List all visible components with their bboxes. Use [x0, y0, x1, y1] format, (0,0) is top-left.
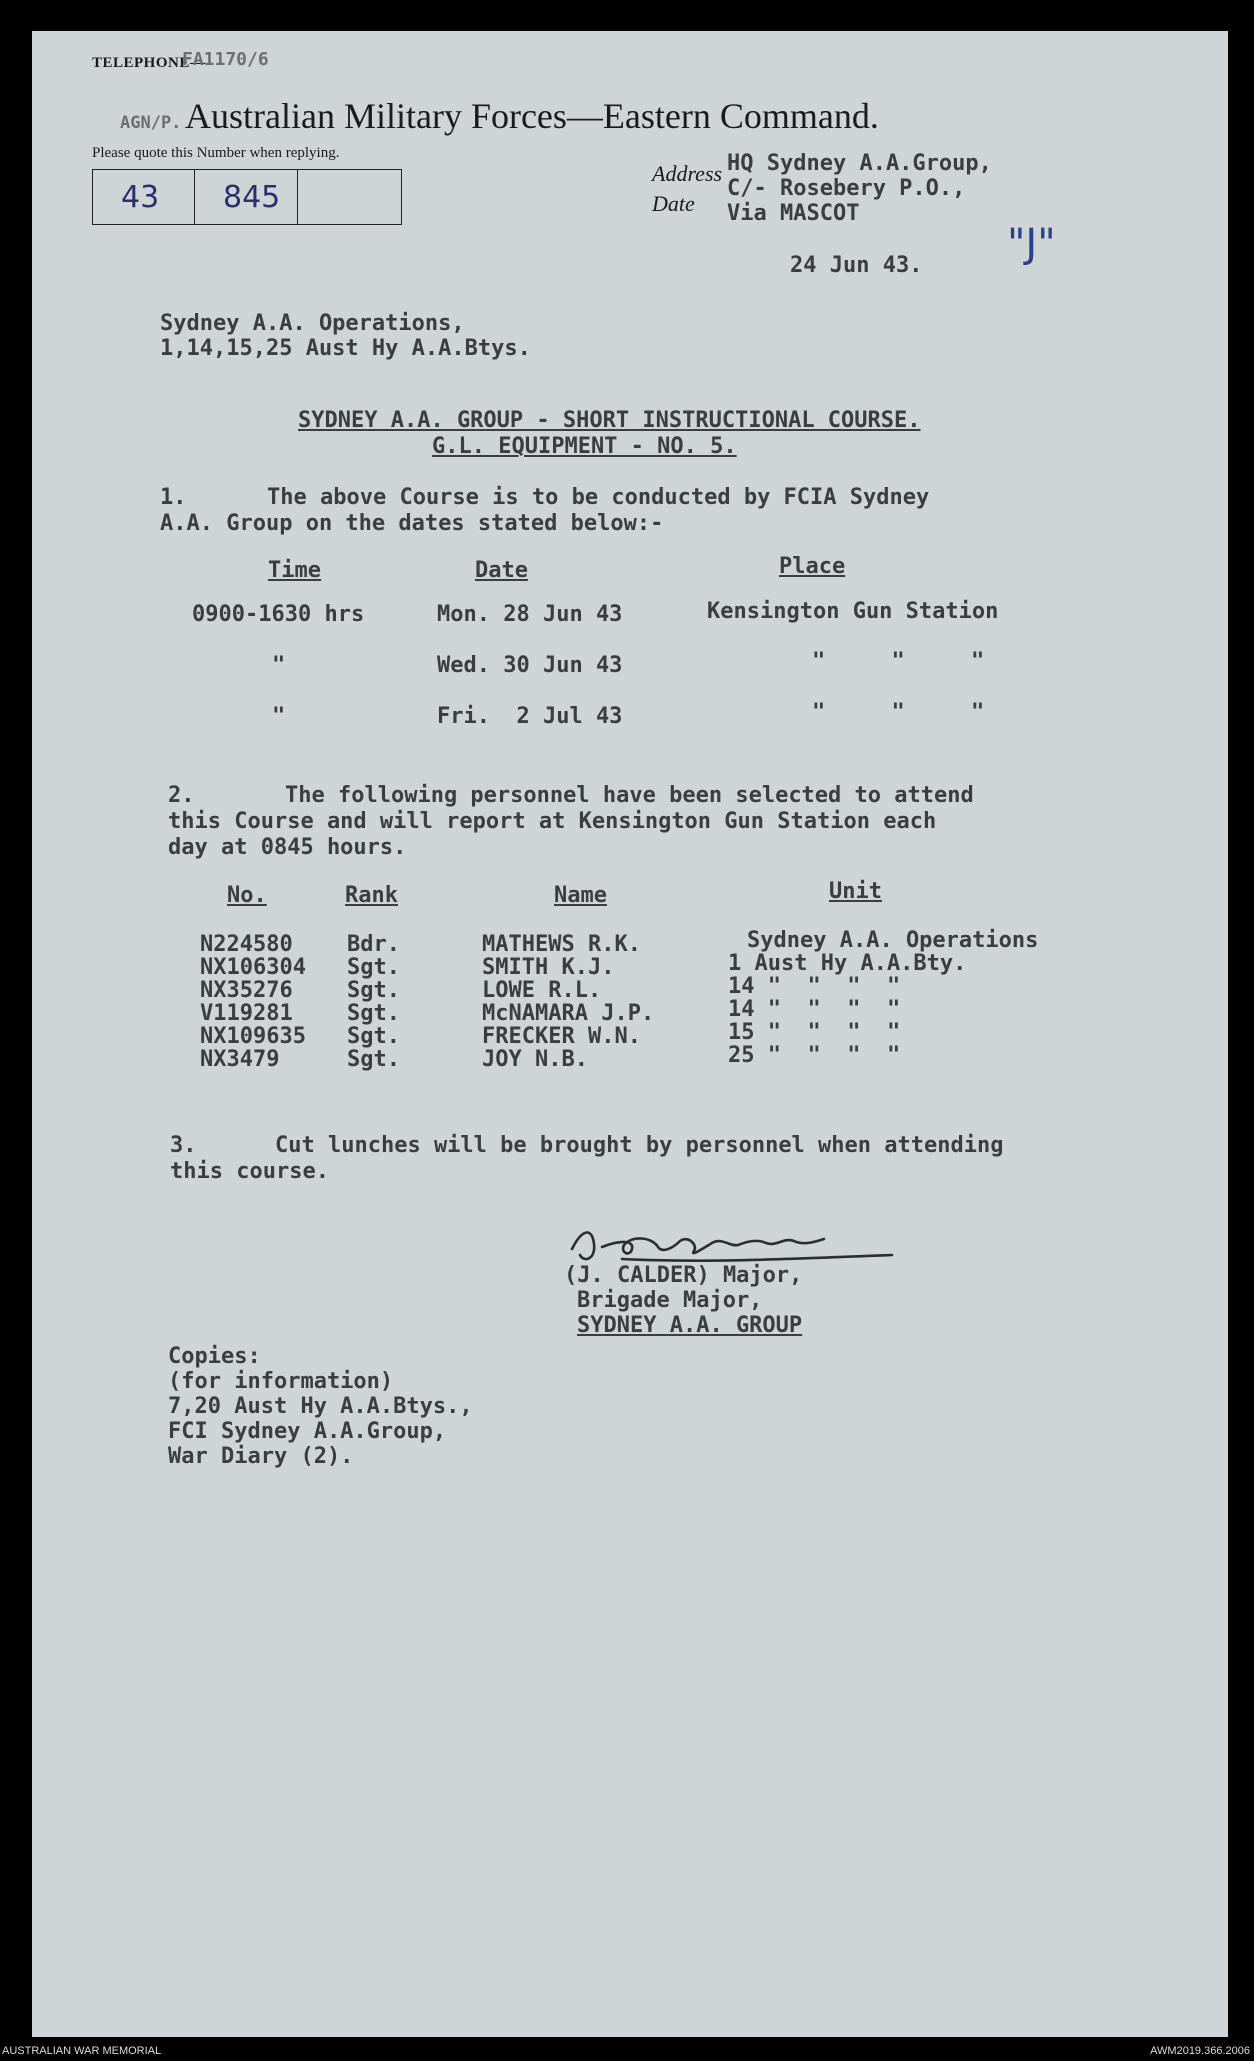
schedule-row-2-date: Wed. 30 Jun 43: [437, 653, 623, 678]
personnel-row-1-no: N224580: [200, 932, 293, 957]
copies-item-2: FCI Sydney A.A.Group,: [168, 1419, 447, 1444]
personnel-row-4-name: McNAMARA J.P.: [482, 1001, 655, 1026]
letterhead-title: Australian Military Forces—Eastern Command.: [185, 96, 879, 136]
archive-footer-left: AUSTRALIAN WAR MEMORIAL: [2, 2045, 162, 2057]
personnel-header-unit: Unit: [829, 879, 882, 904]
schedule-row-2-place: " " ": [812, 649, 985, 674]
signature-line-3: SYDNEY A.A. GROUP: [577, 1313, 803, 1338]
personnel-row-6-no: NX3479: [200, 1047, 280, 1072]
schedule-row-3-place: " " ": [812, 700, 985, 725]
personnel-row-6-name: JOY N.B.: [482, 1047, 588, 1072]
copies-item-1: 7,20 Aust Hy A.A.Btys.,: [168, 1394, 473, 1419]
schedule-row-1-time: 0900-1630 hrs: [192, 602, 365, 627]
telephone-label: TELEPHONE—: [92, 55, 206, 71]
personnel-row-5-name: FRECKER W.N.: [482, 1024, 641, 1049]
para1-number: 1.: [160, 485, 187, 510]
signature-line-1: (J. CALDER) Major,: [564, 1263, 803, 1288]
personnel-row-1-name: MATHEWS R.K.: [482, 932, 641, 957]
schedule-row-3-date: Fri. 2 Jul 43: [437, 704, 623, 729]
personnel-row-3-rank: Sgt.: [347, 978, 400, 1003]
para2-line-3: day at 0845 hours.: [168, 835, 407, 860]
document-date: 24 Jun 43.: [790, 253, 923, 278]
para2-number: 2.: [168, 783, 195, 808]
para3-line-1: Cut lunches will be brought by personnel when attending: [275, 1133, 1004, 1158]
quote-number-label: Please quote this Number when replying.: [92, 145, 340, 161]
para2-line-2: this Course and will report at Kensington Gun Station each: [168, 809, 937, 834]
personnel-row-2-no: NX106304: [200, 955, 306, 980]
address-label: Address: [652, 161, 723, 186]
personnel-row-5-no: NX109635: [200, 1024, 306, 1049]
personnel-row-4-rank: Sgt.: [347, 1001, 400, 1026]
date-label: Date: [652, 191, 695, 216]
archive-footer-right: AWM2019.366.2006: [1150, 2045, 1250, 2057]
schedule-row-2-time: ": [272, 653, 286, 678]
personnel-header-no: No.: [227, 883, 267, 908]
personnel-row-4-unit: 14 " " " ": [728, 997, 901, 1022]
personnel-row-1-rank: Bdr.: [347, 932, 400, 957]
subject-line-2: G.L. EQUIPMENT - NO. 5.: [432, 434, 737, 459]
schedule-header-time: Time: [268, 558, 321, 583]
personnel-row-5-unit: 15 " " " ": [728, 1020, 901, 1045]
para3-number: 3.: [170, 1133, 197, 1158]
schedule-row-3-time: ": [272, 704, 286, 729]
ref-box-2: 845: [223, 180, 281, 215]
personnel-header-name: Name: [554, 883, 607, 908]
schedule-row-1-place: Kensington Gun Station: [707, 599, 999, 624]
copies-item-3: War Diary (2).: [168, 1444, 354, 1469]
schedule-row-1-date: Mon. 28 Jun 43: [437, 602, 623, 627]
schedule-header-date: Date: [475, 558, 528, 583]
schedule-header-place: Place: [779, 554, 846, 579]
address-line-3: Via MASCOT: [727, 201, 860, 226]
personnel-row-3-no: NX35276: [200, 978, 293, 1003]
copies-label: Copies:: [168, 1344, 261, 1369]
personnel-row-3-name: LOWE R.L.: [482, 978, 602, 1003]
para1-line-2: A.A. Group on the dates stated below:-: [160, 511, 664, 536]
personnel-row-3-unit: 14 " " " ": [728, 974, 901, 999]
addressee-line-2: 1,14,15,25 Aust Hy A.A.Btys.: [160, 336, 531, 361]
para2-line-1: The following personnel have been selected to attend: [285, 783, 974, 808]
file-ref-prefix: AGN/P.: [120, 113, 182, 133]
address-line-2: C/- Rosebery P.O.,: [727, 176, 966, 201]
personnel-row-2-rank: Sgt.: [347, 955, 400, 980]
personnel-row-2-unit: 1 Aust Hy A.A.Bty.: [728, 951, 967, 976]
handwritten-mark: "J": [1007, 221, 1056, 267]
copies-note: (for information): [168, 1369, 394, 1394]
personnel-row-1-unit: Sydney A.A. Operations: [747, 928, 1039, 953]
personnel-row-6-unit: 25 " " " ": [728, 1043, 901, 1068]
reference-number-box: [92, 169, 402, 225]
signature-line-2: Brigade Major,: [577, 1288, 763, 1313]
personnel-row-4-no: V119281: [200, 1001, 293, 1026]
personnel-header-rank: Rank: [345, 883, 398, 908]
personnel-row-6-rank: Sgt.: [347, 1047, 400, 1072]
addressee-line-1: Sydney A.A. Operations,: [160, 311, 465, 336]
ref-box-1: 43: [121, 180, 160, 215]
document-page: [32, 31, 1228, 2037]
para3-line-2: this course.: [170, 1159, 329, 1184]
address-line-1: HQ Sydney A.A.Group,: [727, 151, 992, 176]
telephone-value: FA1170/6: [182, 49, 269, 70]
personnel-row-5-rank: Sgt.: [347, 1024, 400, 1049]
subject-line-1: SYDNEY A.A. GROUP - SHORT INSTRUCTIONAL COURSE.: [298, 408, 921, 433]
para1-line-1: The above Course is to be conducted by FCIA Sydney: [267, 485, 930, 510]
personnel-row-2-name: SMITH K.J.: [482, 955, 615, 980]
